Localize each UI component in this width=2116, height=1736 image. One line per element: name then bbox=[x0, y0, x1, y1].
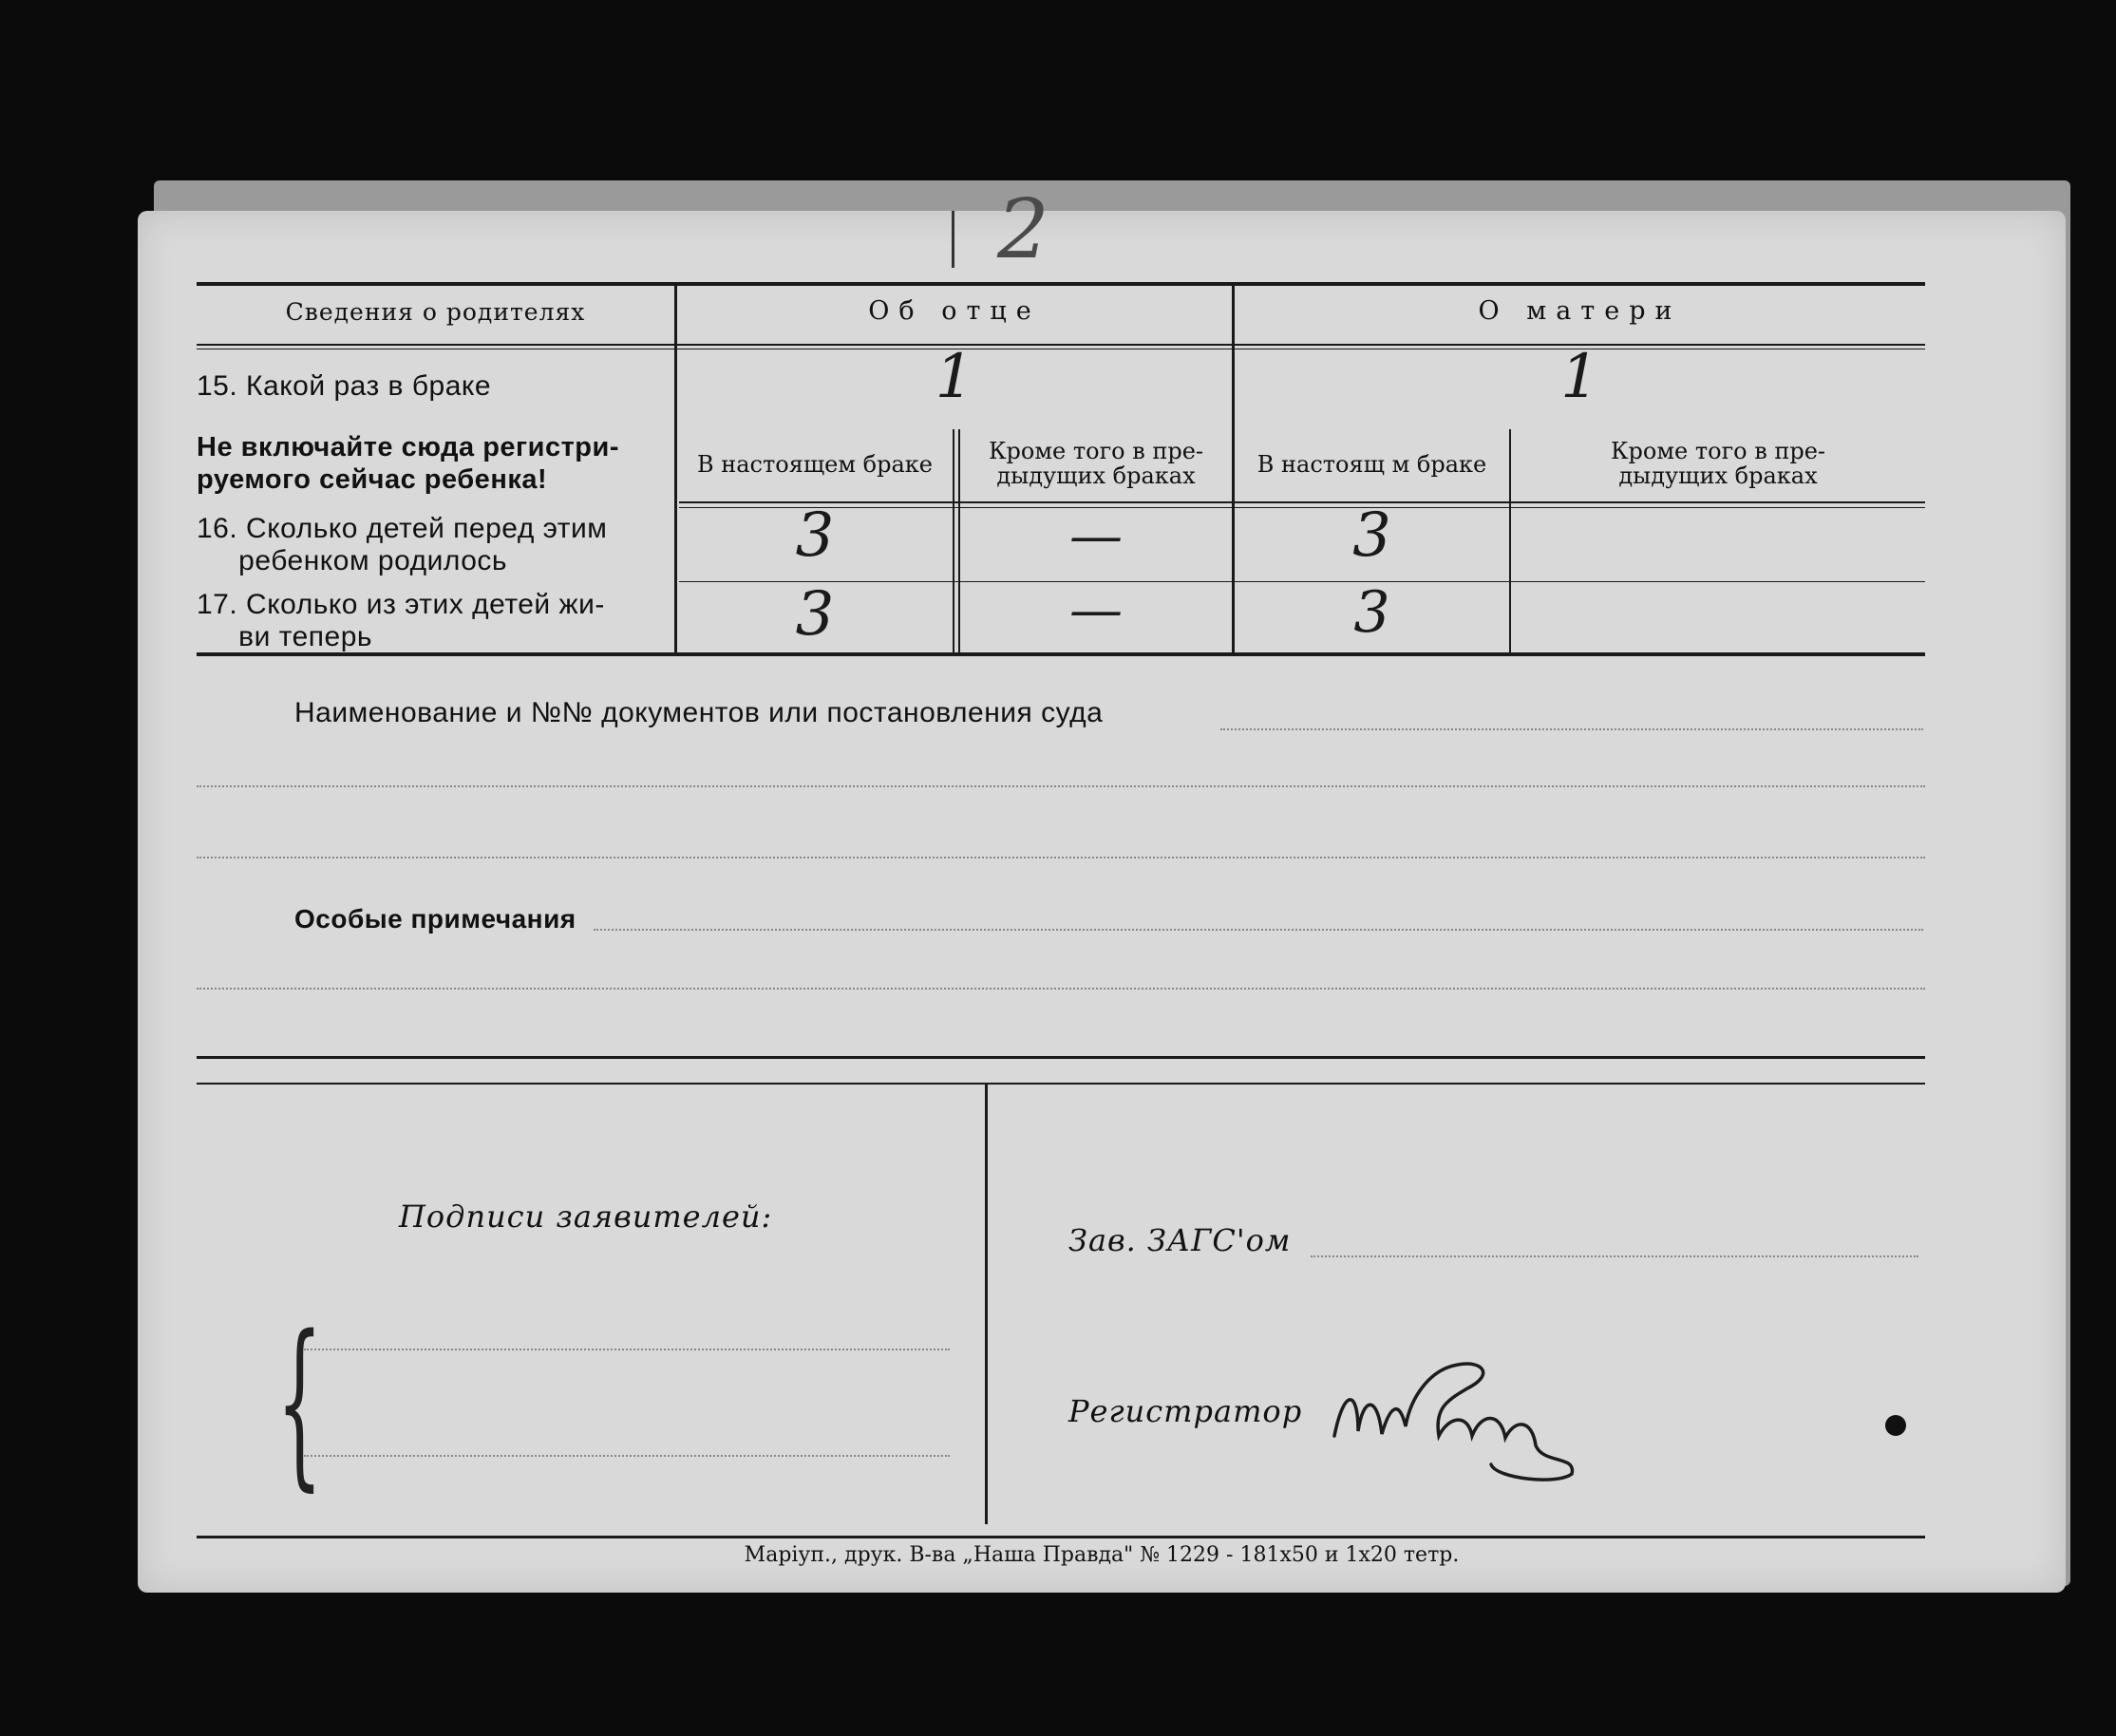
row17-father-current: 3 bbox=[795, 579, 835, 650]
registrar-signature bbox=[1315, 1331, 1610, 1483]
subheader-father-current: В настоящем браке bbox=[696, 451, 933, 478]
page-number: 2 bbox=[997, 182, 1049, 277]
notes-fill-line-2 bbox=[197, 988, 1925, 990]
col-divider-2 bbox=[953, 429, 954, 654]
exclusion-note: Не включайте сюда регистри- руемого сейчас ребенка! bbox=[197, 432, 619, 495]
documents-fill-line-3 bbox=[197, 857, 1925, 859]
header-mother: О матери bbox=[1478, 296, 1682, 326]
row15-label: 15. Какой раз в браке bbox=[197, 370, 492, 402]
signature-top-rule-2 bbox=[197, 1083, 1925, 1085]
subheader-mother-previous: Кроме того в пре- дыдущих браках bbox=[1610, 438, 1826, 489]
head-signature-line bbox=[1311, 1255, 1918, 1257]
row16-mother-current: 3 bbox=[1352, 500, 1391, 571]
row15-mother-value: 1 bbox=[1560, 342, 1599, 412]
signature-divider bbox=[985, 1083, 988, 1524]
head-of-registry-label: Зав. ЗАГС'ом bbox=[1068, 1222, 1292, 1258]
row17-label: 17. Сколько из этих детей жи- ви теперь bbox=[197, 589, 605, 652]
top-tick-mark bbox=[952, 211, 954, 268]
table-top-rule bbox=[197, 282, 1925, 286]
row16-father-previous: — bbox=[1069, 505, 1123, 567]
documents-label: Наименование и №№ документов или постановления суда bbox=[294, 697, 1104, 728]
subheader-mother-current: В настоящ м браке bbox=[1256, 451, 1487, 478]
footer-rule bbox=[197, 1536, 1925, 1538]
row17-mother-current: 3 bbox=[1353, 579, 1390, 646]
printer-imprint: Маріуп., друк. В-ва „Наша Правда" № 1229 - 181х50 и 1х20 тетр. bbox=[744, 1543, 1460, 1567]
applicant-line-1 bbox=[304, 1349, 950, 1350]
registration-card bbox=[138, 182, 2066, 1593]
binding-hole bbox=[1885, 1415, 1906, 1436]
row16-label: 16. Сколько детей перед этим ребенком родилось bbox=[197, 513, 608, 576]
documents-fill-line-1 bbox=[1220, 728, 1923, 730]
special-notes-label: Особые примечания bbox=[294, 904, 576, 934]
applicants-signature-label: Подписи заявителей: bbox=[399, 1198, 773, 1235]
row16-father-current: 3 bbox=[795, 500, 835, 571]
header-section: Сведения о родителях bbox=[285, 298, 586, 326]
notes-fill-line-1 bbox=[594, 929, 1923, 931]
subheader-father-previous: Кроме того в пре- дыдущих браках bbox=[988, 438, 1204, 489]
registrar-label: Регистратор bbox=[1068, 1393, 1303, 1429]
header-father: Об отце bbox=[868, 296, 1041, 326]
applicant-line-2 bbox=[304, 1455, 950, 1457]
row17-father-previous: — bbox=[1069, 579, 1123, 641]
row15-father-value: 1 bbox=[935, 342, 974, 412]
documents-fill-line-2 bbox=[197, 785, 1925, 787]
brace-glyph: { bbox=[276, 1297, 323, 1507]
signature-top-rule bbox=[197, 1056, 1925, 1059]
